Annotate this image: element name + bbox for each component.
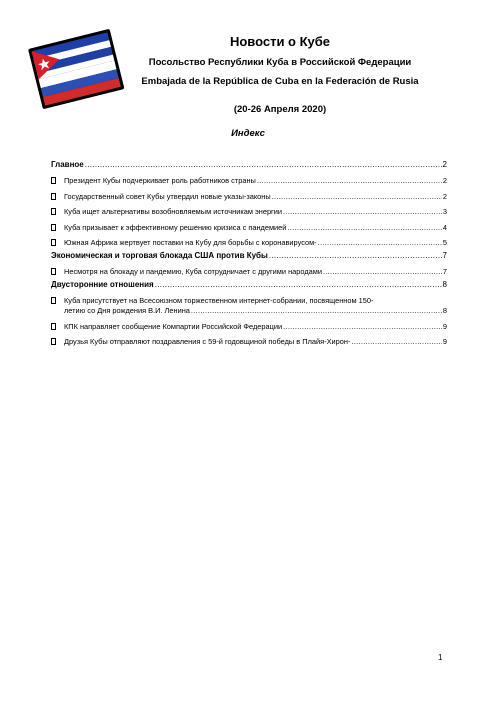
toc-entry-title: Куба ищет альтернативы возобновляемым источникам энергии [64, 207, 283, 216]
toc-page-number: 5 [442, 238, 447, 247]
toc-page-number: 3 [442, 207, 447, 216]
toc-page-number: 7 [442, 267, 447, 276]
toc-leader [85, 160, 442, 170]
toc-leader [323, 267, 442, 277]
checkbox-bullet-icon [51, 239, 56, 246]
embassy-name-russian: Посольство Республики Куба в Российской Федерации [148, 57, 412, 68]
toc-page-number: 9 [442, 337, 447, 346]
toc-entry-title: Друзья Кубы отправляют поздравления с 59-й годовщиной победы в Плайя-Хирон- [64, 337, 351, 346]
toc-page-number: 8 [442, 306, 447, 315]
toc-page-number: 9 [442, 321, 447, 331]
toc-entry-title: Несмотря на блокаду и пандемию, Куба сотрудничает с другими народами [64, 267, 322, 276]
toc-page-number: 2 [442, 191, 447, 201]
newsletter-title: Новости о Кубе [229, 34, 331, 49]
issue-dates: (20-26 Апреля 2020) [233, 104, 327, 115]
checkbox-bullet-icon [51, 177, 56, 184]
toc-leader [283, 207, 442, 217]
toc-entry[interactable] [51, 176, 447, 186]
checkbox-bullet-icon [51, 297, 56, 304]
toc-entry-title-line2: летию со Дня рождения В.И. Ленина [64, 306, 190, 315]
toc-entry[interactable] [51, 223, 447, 233]
toc-page-number: 2 [442, 176, 447, 185]
toc-section-title: Главное [51, 160, 84, 169]
toc-entry[interactable] [51, 322, 447, 332]
toc-leader [155, 280, 442, 290]
toc-entry-title: Южная Африка жертвует поставки на Кубу для борьбы с коронавирусом- [64, 238, 317, 247]
toc-section-title: Экономическая и торговая блокада США против Кубы [51, 251, 268, 260]
toc-leader [191, 306, 442, 316]
checkbox-bullet-icon [51, 338, 56, 345]
toc-section-title: Двусторонние отношения [51, 280, 154, 289]
toc-entry[interactable] [51, 207, 447, 217]
toc-leader [269, 251, 442, 261]
toc-section[interactable] [51, 251, 447, 261]
checkbox-bullet-icon [51, 208, 56, 215]
toc-page-number: 4 [442, 222, 447, 232]
toc-section[interactable] [51, 280, 447, 290]
toc-leader [351, 337, 441, 347]
toc-leader [257, 176, 442, 186]
cuba-russia-flag-icon [28, 24, 124, 112]
toc-entry-title: Президент Кубы подчеркивает роль работников страны [64, 176, 256, 185]
toc-entry-title: Государственный совет Кубы утвердил новые указы-законы [64, 191, 271, 201]
toc-entry-title: Куба присутствует на Всесоюзном торжественном интернет-собрании, посвященном 150- [64, 296, 374, 305]
toc-leader [283, 322, 442, 332]
embassy-name-spanish: Embajada de la República de Cuba en la Federación de Rusia [141, 76, 419, 87]
toc-entry-title: Куба призывает к эффективному решению кризиса с пандемией [64, 222, 287, 232]
checkbox-bullet-icon [51, 193, 56, 200]
toc-entry-title: КПК направляет сообщение Компартии Российской Федерации [64, 321, 283, 331]
table-of-contents [51, 157, 447, 347]
toc-page-number: 7 [442, 251, 447, 260]
toc-entry[interactable] [51, 238, 447, 248]
toc-page-number: 8 [442, 280, 447, 289]
checkbox-bullet-icon [51, 268, 56, 275]
toc-entry[interactable] [51, 337, 447, 347]
toc-entry[interactable] [51, 267, 447, 277]
index-heading: Индекс [231, 128, 265, 139]
toc-entry-continuation [64, 306, 447, 316]
toc-entry[interactable] [51, 192, 447, 202]
toc-leader [287, 223, 441, 233]
toc-section[interactable] [51, 160, 447, 170]
page-number: 1 [438, 653, 443, 662]
toc-entry[interactable] [51, 296, 447, 316]
toc-leader [318, 238, 442, 248]
checkbox-bullet-icon [51, 323, 56, 330]
toc-page-number: 2 [442, 160, 447, 169]
checkbox-bullet-icon [51, 224, 56, 231]
toc-leader [272, 192, 442, 202]
